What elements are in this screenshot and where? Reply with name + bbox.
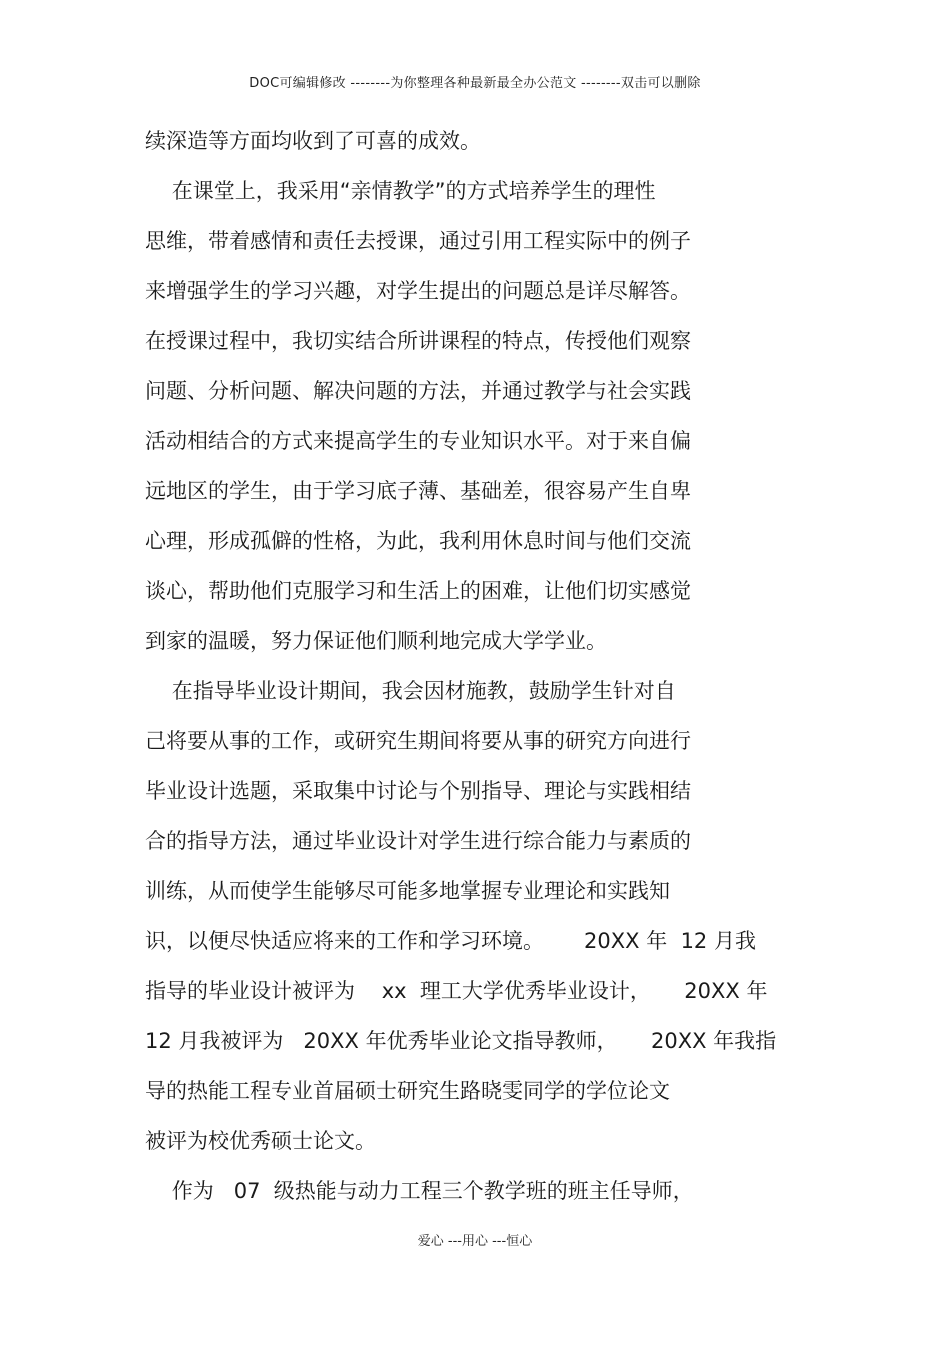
body-line: 被评为校优秀硕士论文。 bbox=[145, 1129, 376, 1153]
body-line: 毕业设计选题，采取集中讨论与个别指导、理论与实践相结 bbox=[145, 779, 691, 803]
body-line: 在课堂上，我采用“亲情教学”的方式培养学生的理性 bbox=[145, 179, 656, 203]
body-line: 在授课过程中，我切实结合所讲课程的特点，传授他们观察 bbox=[145, 329, 691, 353]
body-line: 谈心，帮助他们克服学习和生活上的困难，让他们切实感觉 bbox=[145, 579, 691, 603]
body-line: 导的热能工程专业首届硕士研究生路晓雯同学的学位论文 bbox=[145, 1079, 670, 1103]
page-footer: 爱心 ---用心 ---恒心 bbox=[417, 1234, 533, 1249]
body-line: 远地区的学生，由于学习底子薄、基础差，很容易产生自卑 bbox=[145, 479, 691, 503]
body-line: 识，以便尽快适应将来的工作和学习环境。 20XX 年 12 月我 bbox=[145, 929, 756, 953]
body-line: 在指导毕业设计期间，我会因材施教，鼓励学生针对自 bbox=[145, 679, 676, 703]
body-line: 活动相结合的方式来提高学生的专业知识水平。对于来自偏 bbox=[145, 429, 691, 453]
body-line: 12 月我被评为 20XX 年优秀毕业论文指导教师， 20XX 年我指 bbox=[145, 1029, 777, 1053]
body-line: 心理，形成孤僻的性格，为此，我利用休息时间与他们交流 bbox=[145, 529, 691, 553]
body-line: 到家的温暖，努力保证他们顺利地完成大学学业。 bbox=[145, 629, 607, 653]
page-header: DOC可编辑修改 --------为你整理各种最新最全办公范文 --------双击可以删除 bbox=[249, 76, 701, 91]
body-line: 训练，从而使学生能够尽可能多地掌握专业理论和实践知 bbox=[145, 879, 670, 903]
body-line: 合的指导方法，通过毕业设计对学生进行综合能力与素质的 bbox=[145, 829, 691, 853]
body-line: 己将要从事的工作，或研究生期间将要从事的研究方向进行 bbox=[145, 729, 691, 753]
body-line: 来增强学生的学习兴趣，对学生提出的问题总是详尽解答。 bbox=[145, 279, 691, 303]
body-line: 问题、分析问题、解决问题的方法，并通过教学与社会实践 bbox=[145, 379, 691, 403]
body-line: 思维，带着感情和责任去授课，通过引用工程实际中的例子 bbox=[145, 229, 691, 253]
body-line: 作为 07 级热能与动力工程三个教学班的班主任导师， bbox=[145, 1179, 694, 1203]
body-line: 续深造等方面均收到了可喜的成效。 bbox=[145, 129, 481, 153]
body-line: 指导的毕业设计被评为 xx 理工大学优秀毕业设计， 20XX 年 bbox=[145, 979, 768, 1003]
